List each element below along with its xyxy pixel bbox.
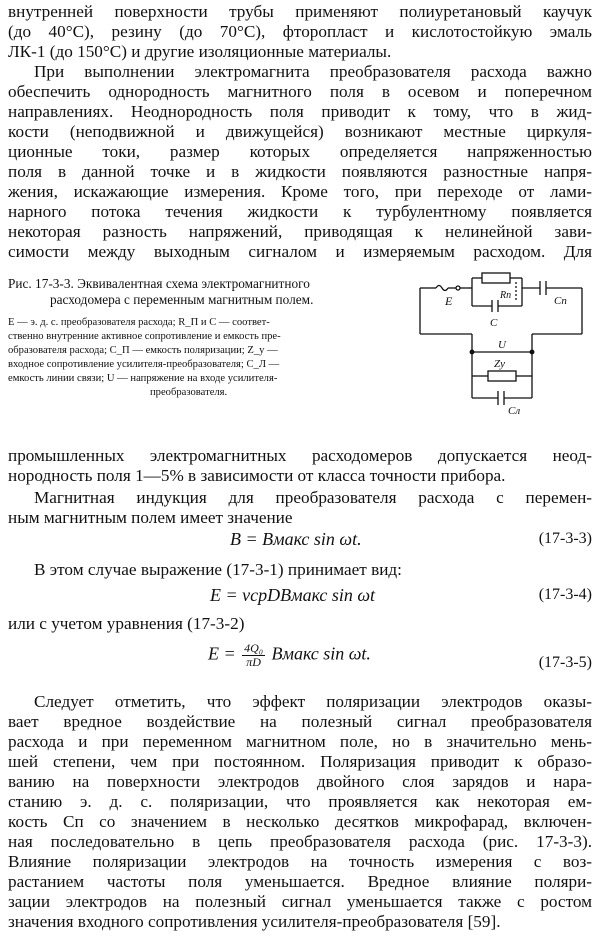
text-line: нородность поля 1—5% в зависимости от класса точности прибора.	[8, 466, 506, 485]
figure-caption: расходомера с переменным магнитным полем.	[50, 292, 314, 307]
label-Cp: Cп	[554, 295, 567, 307]
text-line: ная последовательно в цепь преобразователя расхода (рис. 17-3-3).	[8, 832, 592, 851]
equation: B = Bмакс sin ωt.	[230, 529, 362, 549]
label-E: E	[445, 294, 453, 308]
text-line: значения входного сопротивления усилителя-преобразователя [59].	[8, 912, 501, 931]
equivalent-circuit-diagram	[412, 268, 596, 418]
text-line: Влияние поляризации электродов на точность измерения с воз-	[8, 852, 592, 871]
text-line: жения, искажающие измерения. Кроме того, при переходе от лами-	[8, 182, 592, 201]
equation-rhs: Bмакс sin ωt.	[271, 643, 371, 664]
equation	[208, 642, 371, 669]
text-line: (до 40°С), резину (до 70°С), фторопласт и кислотостойкую эмаль	[8, 22, 592, 41]
text-line: В этом случае выражение (17-3-1) принимает вид:	[34, 560, 402, 579]
text-line: нарного потока течения жидкости к турбулентному появляется	[8, 202, 592, 221]
text-line: ным магнитным полем имеет значение	[8, 508, 293, 527]
text-line: направлениях. Неоднородность поля приводит к тому, что в жид-	[8, 102, 592, 121]
text-line: поля в данной точке и в жидкости появляются разностные напря-	[8, 162, 592, 181]
label-Rp: Rп	[500, 290, 512, 301]
fraction-numerator: 4Q₀	[244, 641, 263, 655]
figure-legend: ственно внутренние активное сопротивление и емкость пре-	[8, 331, 281, 342]
text-line: Магнитная индукция для преобразователя расхода с перемен-	[34, 488, 592, 507]
text-line: некоторая разность напряжений, приводящая к нелинейной зави-	[8, 222, 592, 241]
figure-legend: преобразователя.	[150, 387, 228, 398]
label-U: U	[498, 339, 506, 351]
equation: E = vсрDBмакс sin ωt	[210, 585, 376, 605]
text-line: внутренней поверхности трубы применяют полиуретановый каучук	[8, 2, 592, 21]
equation-number: (17-3-5)	[538, 654, 592, 671]
text-line: ционные токи, размер которых определяется напряженностью	[8, 142, 592, 161]
label-C: C	[490, 317, 498, 329]
text-line: кости (неподвижной и движущейся) возникают местные циркуля-	[8, 122, 592, 141]
equation-lhs: E =	[208, 643, 236, 664]
figure-legend: E — э. д. с. преобразователя расхода; R_П и С — соответ-	[8, 317, 270, 328]
fraction	[242, 642, 265, 669]
text-line: Следует отметить, что эффект поляризации электродов оказы-	[34, 692, 592, 711]
text-line: При выполнении электромагнита преобразователя расхода важно	[34, 62, 592, 81]
text-line: шей степени, чем при постоянном. Поляризация приводит к образо-	[8, 752, 592, 771]
text-line: кость Сп со значением в несколько десятков микрофарад, включен-	[8, 812, 592, 831]
label-Zy: Zу	[494, 358, 505, 370]
fraction-denominator: πD	[246, 655, 261, 669]
text-line: зации электродов на полезный сигнал уменьшается также с ростом	[8, 892, 592, 911]
label-Cl: Cл	[508, 405, 521, 417]
text-line: ЛК-1 (до 150°С) и другие изоляционные материалы.	[8, 42, 392, 61]
text-line: ванию на поверхности электродов двойного слоя зарядов и нара-	[8, 772, 592, 791]
text-line: обеспечить однородность магнитного поля в осевом и поперечном	[8, 82, 592, 101]
text-line: расхода и при переменном магнитном поле, но в значительно мень-	[8, 732, 592, 751]
figure-legend: емкость линии связи; U — напряжение на входе усилителя-	[8, 373, 278, 384]
figure-legend: входное сопротивление усилителя-преобразователя; С_Л —	[8, 359, 280, 370]
text-line: станию э. д. с. поляризации, что проявляется как некоторая ем-	[8, 792, 592, 811]
equation-number: (17-3-3)	[538, 530, 592, 547]
figure-legend: образователя расхода; С_П — емкость поляризации; Z_у —	[8, 345, 278, 356]
figure-caption: Рис. 17-3-3. Эквивалентная схема электромагнитного	[8, 276, 310, 291]
text-line: промышленных электромагнитных расходомеров допускается неод-	[8, 446, 592, 465]
text-line: или с учетом уравнения (17-3-2)	[8, 614, 245, 633]
text-line: растанием частоты поля уменьшается. Вредное влияние поляри-	[8, 872, 592, 891]
text-line: симости между выходным сигналом и измеряемым расходом. Для	[8, 242, 592, 261]
equation-number: (17-3-4)	[538, 586, 592, 603]
text-line: вает вредное воздействие на полезный сигнал преобразователя	[8, 712, 592, 731]
